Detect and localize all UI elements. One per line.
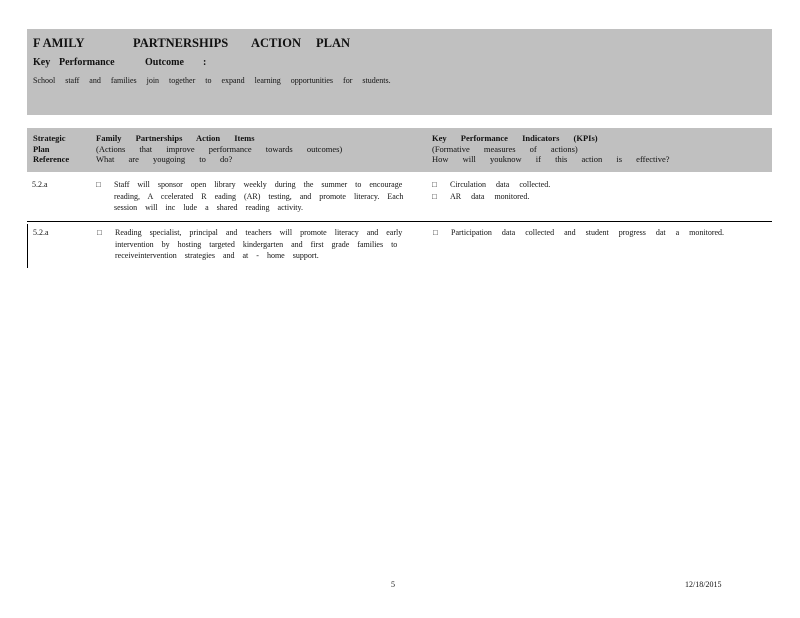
title-word: PARTNERSHIPS	[133, 36, 229, 50]
header-line: What are yougoing to do?	[96, 154, 233, 164]
table-row	[27, 176, 772, 222]
header-line: Strategic	[33, 133, 66, 143]
page-number: 5	[391, 580, 395, 589]
checkbox-bullet-icon: □	[432, 191, 437, 201]
kpo-word: Key	[33, 57, 51, 68]
title-word: PLAN	[316, 36, 351, 50]
action-item-text: Staff will sponsor open library weekly during the summer to encourage reading, A ccelerated R eading (AR) testing, and promote literacy. Each session will inc lude a shared reading activity.	[114, 180, 404, 212]
title-word: ACTION	[251, 36, 302, 50]
checkbox-bullet-icon: □	[96, 180, 101, 189]
action-item-text: Reading specialist, principal and teachers will promote literacy and early intervention by hosting targeted kindergarten and first grade families to receiveintervention strategies and at - home support.	[115, 228, 403, 260]
kpo-word: Performance	[59, 57, 115, 68]
kpi-list	[451, 227, 761, 239]
kpi-list	[450, 179, 760, 202]
header-band	[27, 29, 772, 115]
kpo-word: :	[203, 57, 207, 68]
header-line: (Formative measures of actions)	[432, 143, 578, 154]
checkbox-bullet-icon: □	[97, 228, 102, 237]
header-line: Family Partnerships Action Items	[96, 133, 255, 143]
header-action-items	[96, 133, 396, 165]
header-line: Plan	[33, 143, 50, 154]
title-word: F AMILY	[33, 36, 85, 50]
header-strategic-plan-reference	[33, 133, 93, 165]
header-line: (Actions that improve performance towards outcomes)	[96, 143, 343, 154]
header-kpis	[432, 133, 762, 165]
kpo-word: Outcome	[145, 57, 184, 68]
kpi-item: Participation data collected and student progress dat a monitored.	[451, 228, 725, 237]
header-line: How will youknow if this action is effective?	[432, 154, 670, 164]
kpi-item: Circulation data collected.	[450, 180, 551, 189]
kpi-item: AR data monitored.	[450, 191, 530, 201]
reference-cell: 5.2.a	[33, 228, 49, 237]
footer-date: 12/18/2015	[685, 580, 722, 589]
table-header	[27, 128, 772, 172]
key-performance-outcome-text: School staff and families join together to expand learning opportunities for students.	[33, 76, 391, 85]
checkbox-bullet-icon: □	[433, 228, 438, 237]
page-title	[33, 36, 350, 51]
checkbox-bullet-icon: □	[432, 180, 437, 189]
header-line: Reference	[33, 154, 70, 164]
key-performance-outcome-label	[33, 57, 206, 68]
header-line: Key Performance Indicators (KPIs)	[432, 133, 598, 143]
table-row	[27, 224, 773, 268]
reference-cell: 5.2.a	[32, 180, 48, 189]
